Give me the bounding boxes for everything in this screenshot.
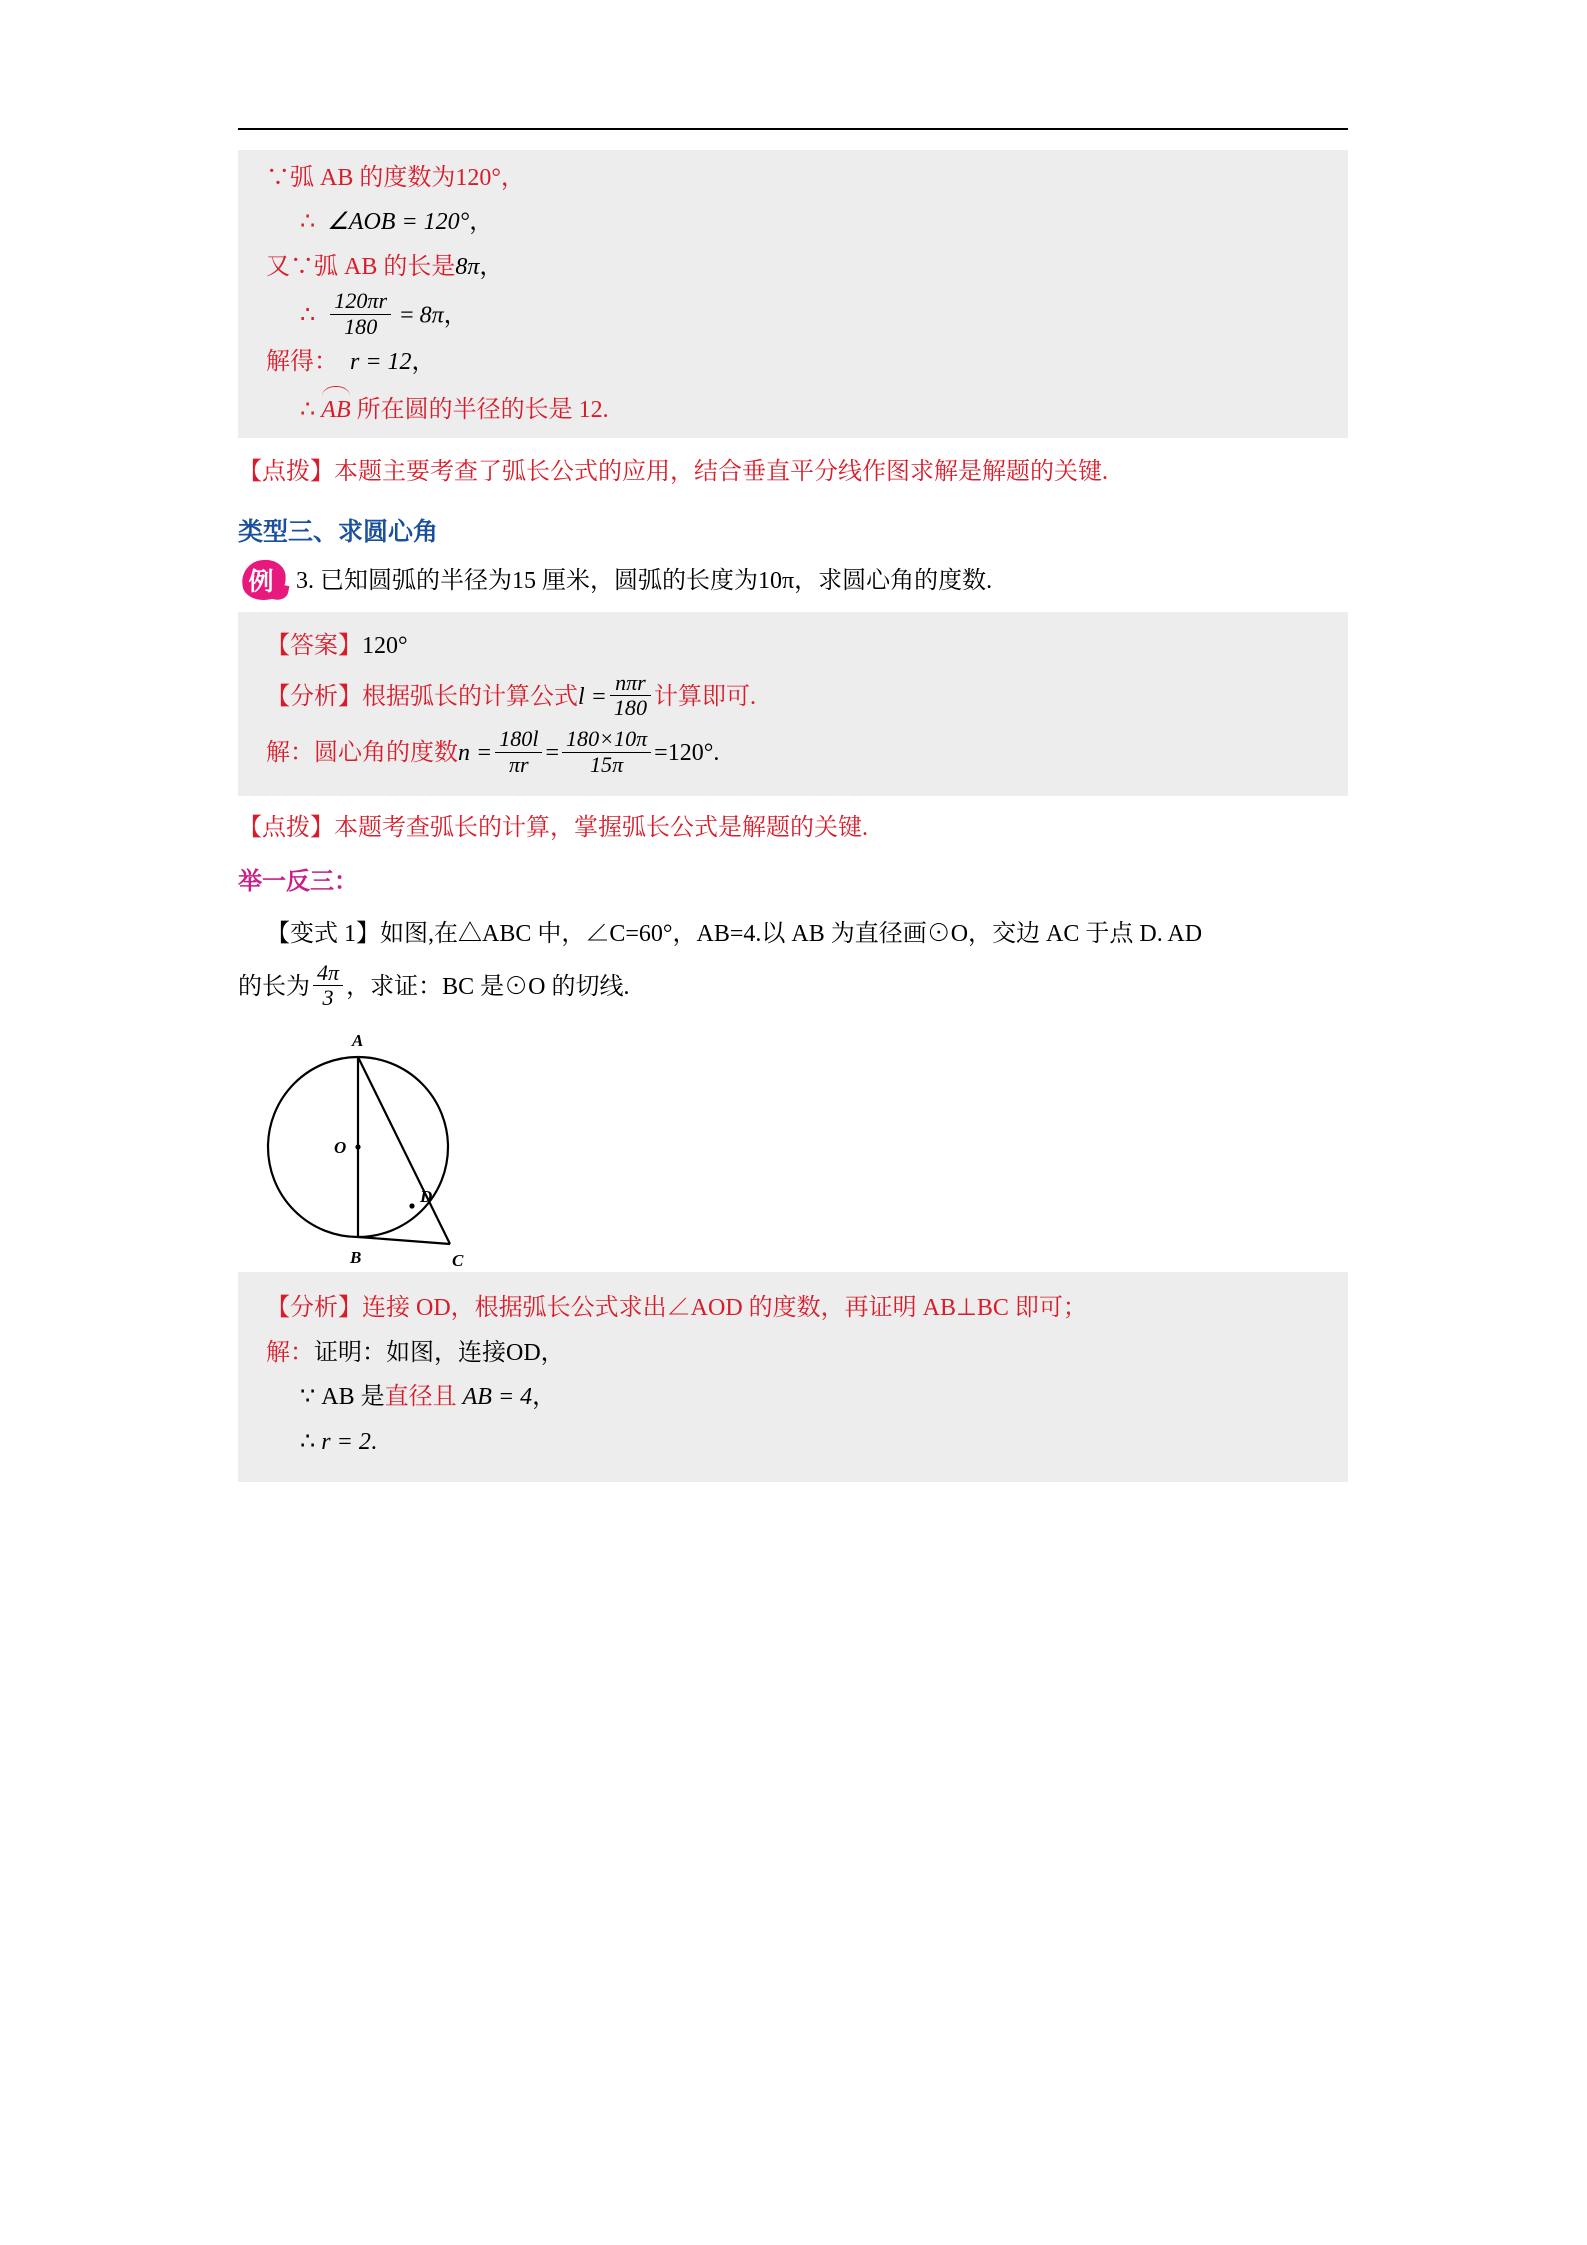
center-point-o [355, 1145, 360, 1150]
solution-fraction-1 [495, 727, 542, 777]
variant-1-line-2 [238, 959, 1348, 1017]
block3-line-1 [238, 1375, 1348, 1419]
example-question-row [238, 552, 1348, 612]
fraction-denominator: 180 [330, 314, 391, 340]
juyi-label-text: 举一反三： [238, 868, 358, 895]
variant-1-line2-post: ，求证：BC 是⊙O 的切线. [346, 973, 630, 1000]
analysis-formula-lhs: l = [578, 683, 607, 710]
proof-line-5-math: r = 12 [350, 348, 412, 375]
figure-label-d: D [420, 1187, 433, 1207]
answer-tag: 【答案】 [266, 633, 362, 660]
analysis-tail: 计算即可. [654, 683, 756, 710]
block3-solution-line [238, 1331, 1348, 1375]
analysis-fraction-numerator: nπr [615, 669, 646, 695]
arc-ab-label: AB [321, 384, 350, 432]
proof-line-1 [238, 156, 1348, 200]
tip-1-tag: 【点拨】 [238, 459, 334, 486]
analysis-line [238, 669, 1348, 725]
footer-spacer [238, 1482, 1348, 1522]
solution-f1-numerator: 180l [499, 725, 539, 751]
variant-1-fraction-numerator: 4π [317, 959, 340, 985]
therefore-symbol-3: ∴ [300, 397, 316, 423]
section-heading-type3: 类型三、求圆心角 [238, 518, 439, 547]
proof-line-5 [238, 340, 1348, 384]
solution-text: 圆心角的度数 [314, 740, 458, 767]
variant-1-line2-pre: 的长为 [238, 973, 310, 1000]
example-badge-icon [238, 558, 290, 602]
fraction-numerator: 120πr [334, 288, 388, 314]
also-because-symbol: 又∵ [266, 253, 314, 280]
solution-label: 解： [266, 740, 314, 767]
block3-line1-black: AB 是 [321, 1384, 385, 1411]
block3-line1-tail: ， [532, 1384, 557, 1411]
answer-block-2 [238, 612, 1348, 795]
proof-block-3 [238, 1272, 1348, 1482]
proof-line-4 [238, 289, 1348, 339]
proof-line-2-math: ∠AOB = 120° [327, 209, 470, 236]
answer-line [238, 624, 1348, 668]
block3-line2-math: r = 2 [321, 1428, 371, 1455]
proof-line-2 [238, 200, 1348, 244]
segment-bc [358, 1237, 450, 1244]
variant-1-tag: 【变式 1】 [266, 920, 380, 947]
block3-analysis-text: 连接 OD，根据弧长公式求出∠AOD 的度数，再证明 AB⊥BC 即可； [362, 1295, 1087, 1322]
document-content [238, 150, 1348, 1522]
proof-line-6 [238, 384, 1348, 432]
analysis-fraction-denominator: 180 [610, 695, 651, 721]
variant-1-text: 如图,在△ABC 中，∠C=60°，AB=4.以 AB 为直径画⊙O，交边 AC 于点 D. AD [380, 920, 1203, 947]
variant-1-line-1 [238, 910, 1348, 959]
block3-line-2 [238, 1420, 1348, 1464]
figure-label-b: B [350, 1248, 362, 1268]
header-rule [238, 128, 1348, 130]
solution-lhs: n = [458, 740, 493, 767]
answer-value: 120° [362, 633, 408, 660]
proof-line-6-text: 所在圆的半径的长是 12. [356, 397, 609, 423]
figure-label-o: O [334, 1138, 347, 1158]
point-d [409, 1204, 414, 1209]
badge-char: 例 [248, 568, 274, 597]
tip-1-text: 本题主要考查了弧长公式的应用，结合垂直平分线作图求解是解题的关键. [334, 459, 1108, 486]
tip-2-tag: 【点拨】 [238, 814, 334, 841]
arc-formula-fraction [610, 671, 651, 721]
because-symbol: ∵ [266, 165, 290, 191]
variant-1 [238, 906, 1348, 1017]
proof-block-1 [238, 150, 1348, 438]
variant-1-fraction [313, 961, 343, 1011]
solution-result: 120° [667, 740, 714, 767]
variant-1-fraction-denominator: 3 [313, 985, 343, 1011]
analysis-text: 根据弧长的计算公式 [362, 683, 578, 710]
solution-f1-denominator: πr [495, 752, 542, 778]
block3-line1-red: 直径且 [384, 1384, 457, 1411]
proof-line-4-tail: ， [443, 302, 468, 329]
block3-sol-label: 解： [266, 1339, 314, 1366]
block3-sol-text: 证明：如图，连接OD， [314, 1339, 565, 1366]
block3-analysis-line [238, 1286, 1348, 1330]
solution-line [238, 725, 1348, 781]
solve-label: 解得： [266, 348, 338, 375]
block3-because-symbol: ∵ [300, 1384, 316, 1411]
proof-line-3-text: 弧 AB 的长是 [314, 253, 456, 280]
circle-triangle-diagram [238, 1022, 658, 1272]
proof-line-4-rhs: 8π [419, 302, 444, 329]
proof-line-2-tail: ， [469, 209, 494, 236]
therefore-symbol: ∴ [300, 209, 316, 236]
block3-analysis-tag: 【分析】 [266, 1295, 362, 1322]
proof-line-3-tail: ， [479, 253, 504, 280]
geometry-figure [238, 1022, 1348, 1272]
figure-label-c: C [452, 1251, 464, 1271]
example-question-text: 3. 已知圆弧的半径为15 厘米，圆弧的长度为10π，求圆心角的度数. [296, 568, 993, 595]
tip-1 [238, 438, 1348, 496]
solution-f2-denominator: 15π [562, 752, 651, 778]
proof-line-3-math: 8π [455, 253, 480, 280]
block3-line2-tail: . [370, 1428, 377, 1455]
tip-2-text: 本题考查弧长的计算，掌握弧长公式是解题的关键. [334, 814, 868, 841]
solution-tail: . [713, 740, 720, 767]
solution-equals-1: = [545, 740, 560, 767]
proof-line-5-tail: ， [411, 348, 436, 375]
arc-length-fraction [330, 289, 391, 339]
block3-line1-math: AB = 4 [462, 1384, 533, 1411]
proof-line-1-text: 弧 AB 的度数为120°， [290, 165, 525, 191]
solution-f2-numerator: 180×10π [566, 725, 648, 751]
segment-ac [358, 1057, 450, 1244]
juyi-fansan-label [238, 852, 1348, 906]
figure-label-a: A [352, 1031, 364, 1051]
solution-equals-2: = [654, 740, 668, 767]
tip-2 [238, 796, 1348, 852]
equals-sign: = [400, 302, 414, 329]
solution-fraction-2 [562, 727, 651, 777]
therefore-symbol-2: ∴ [300, 302, 316, 329]
proof-line-3 [238, 245, 1348, 289]
block3-therefore-symbol: ∴ [300, 1428, 316, 1455]
analysis-tag: 【分析】 [266, 683, 362, 710]
